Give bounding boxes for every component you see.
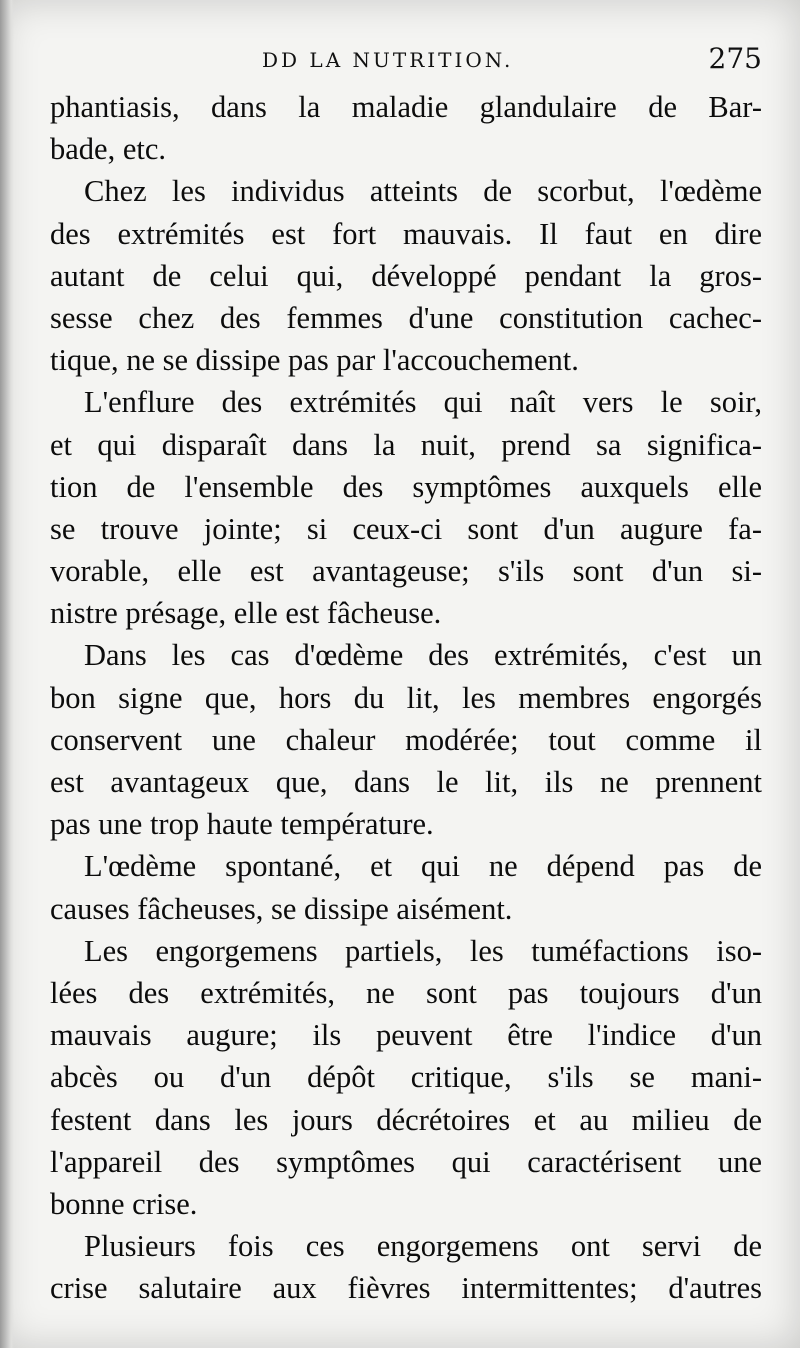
text-line: phantiasis, dans la maladie glandulaire de Bar-	[50, 90, 762, 124]
text-line: L'enflure des extrémités qui naît vers le soir,	[84, 385, 762, 420]
text-line: et qui disparaît dans la nuit, prend sa significa-	[50, 427, 762, 462]
text-line: L'œdème spontané, et qui ne dépend pas de	[84, 849, 762, 884]
text-line: causes fâcheuses, se dissipe aisément.	[50, 891, 513, 926]
text-line: abcès ou d'un dépôt critique, s'ils se mani-	[50, 1060, 762, 1095]
text-line: festent dans les jours décrétoires et au milieu de	[50, 1102, 762, 1137]
page-number: 275	[708, 42, 762, 75]
text-line: bade, etc.	[50, 132, 166, 167]
text-line: Plusieurs fois ces engorgemens ont servi de	[84, 1229, 762, 1264]
text-line: mauvais augure; ils peuvent être l'indice d'un	[50, 1018, 762, 1053]
text-line: bonne crise.	[50, 1186, 198, 1221]
text-line: l'appareil des symptômes qui caractérisent une	[50, 1144, 762, 1179]
text-line: est avantageux que, dans le lit, ils ne prennent	[50, 765, 762, 799]
page-header	[50, 42, 762, 86]
body-text	[50, 86, 762, 1309]
text-line: Les engorgemens partiels, les tuméfactions iso-	[84, 933, 762, 968]
text-line: vorable, elle est avantageuse; s'ils sont d'un si-	[50, 554, 762, 589]
page-gutter-shadow	[0, 0, 14, 1348]
text-line: sesse chez des femmes d'une constitution cachec-	[50, 300, 762, 335]
text-line: pas une trop haute température.	[50, 807, 434, 842]
text-line: des extrémités est fort mauvais. Il faut en dire	[50, 216, 762, 251]
text-line: conservent une chaleur modérée; tout comme il	[50, 722, 762, 757]
text-line: nistre présage, elle est fâcheuse.	[50, 596, 442, 631]
text-line: autant de celui qui, développé pendant la gros-	[50, 258, 762, 293]
text-line: tion de l'ensemble des symptômes auxquels elle	[50, 469, 762, 504]
text-line: crise salutaire aux fièvres intermittentes; d'autres	[50, 1271, 762, 1306]
running-head: DD LA NUTRITION.	[262, 48, 514, 72]
text-line: tique, ne se dissipe pas par l'accouchement.	[50, 343, 579, 378]
text-line: Dans les cas d'œdème des extrémités, c'est un	[84, 638, 762, 673]
text-line: bon signe que, hors du lit, les membres engorgés	[50, 680, 762, 715]
text-line: Chez les individus atteints de scorbut, l'œdème	[84, 174, 762, 209]
text-line: se trouve jointe; si ceux-ci sont d'un augure fa-	[50, 511, 762, 546]
text-line: lées des extrémités, ne sont pas toujours d'un	[50, 975, 762, 1010]
